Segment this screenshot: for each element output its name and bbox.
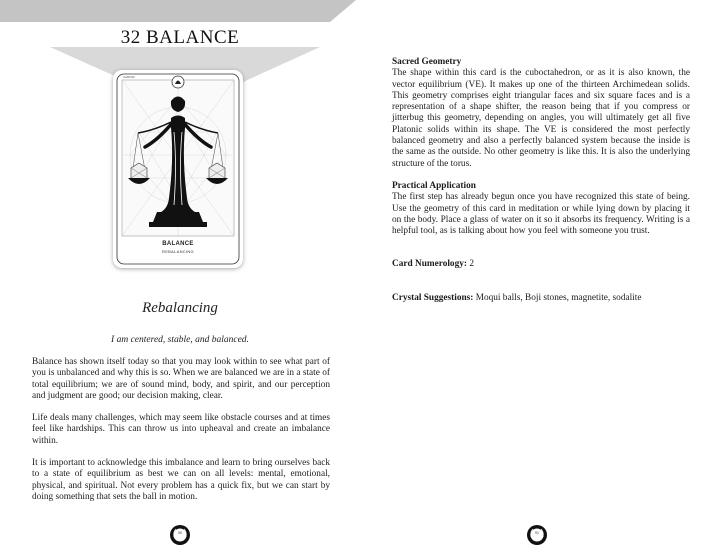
practical-application-text: The first step has already begun once you have recognized this state of being. Use the geometry of this card in meditation or while lying down by placing it on the body. Place a glass of water on it so it absorbs its frequency. Writing is a helpful tool, as is talking about how you feel with someone you trust. (392, 192, 690, 237)
page-number-right (526, 524, 548, 546)
section-subtitle: Rebalancing (142, 300, 218, 316)
numerology-label: Card Numerology: (392, 259, 467, 270)
page-number: 90 (178, 531, 182, 535)
affirmation: I am centered, stable, and balanced. (111, 335, 249, 345)
page-number: 91 (535, 531, 539, 535)
card-subtitle: REBALANCING (162, 249, 194, 254)
sacred-geometry-heading: Sacred Geometry (392, 57, 462, 67)
paragraph: Balance has shown itself today so that you may look within to see what part of you is unbalanced and why this is so. When we are balanced we are in a state of total equilibrium; we are of sound mind, body, and spirit, and our perception and judgment are good; our decision making, clear. (32, 357, 330, 401)
crystals-value: Moqui balls, Boji stones, magnetite, sodalite (475, 292, 642, 303)
banner-top-band (0, 0, 356, 22)
laurel-emblem-icon (526, 524, 548, 546)
crystals-label: Crystal Suggestions: (392, 292, 474, 303)
page-number-left (169, 524, 191, 546)
card-code: CARD32 (123, 75, 135, 79)
paragraph: It is important to acknowledge this imbalance and learn to bring ourselves back to a state of equilibrium as best we can on all levels: mental, emotional, physical, and spiritual. Not every problem has a quick fix, but we can start by doing something that sets the ball in motion. (32, 458, 330, 502)
page-title: 32 BALANCE (120, 27, 240, 48)
laurel-emblem-icon (169, 524, 191, 546)
sacred-geometry-text: The shape within this card is the cuboctahedron, or as it is also known, the vector equilibrium (VE). It makes up one of the thirteen Archimedean solids. This geometry comprises eight triangular faces and six square faces and is a representation of a shape shifter, the reason being that if you compress or jitterbug this geometry, depending on angles, you will ultimately get all five Platonic solids within its shape. The VE is considered the most perfectly balanced geometry and also a perfectly balanced system because the inside is the same as the outside. No other geometry is like this. It is also the underlying structure of the torus. (392, 68, 690, 169)
crystal-suggestions (392, 293, 690, 304)
practical-application-heading: Practical Application (392, 180, 476, 191)
left-body (32, 357, 330, 514)
scales-of-justice-figure-icon (113, 70, 243, 268)
numerology-value: 2 (469, 259, 474, 270)
oracle-card (113, 70, 243, 268)
card-name: BALANCE (162, 241, 194, 247)
right-body (392, 57, 690, 304)
paragraph: Life deals many challenges, which may seem like obstacle courses and at times feel like hardships. This can throw us into upheaval and create an imbalance within. (32, 413, 330, 446)
card-numerology (392, 259, 690, 270)
